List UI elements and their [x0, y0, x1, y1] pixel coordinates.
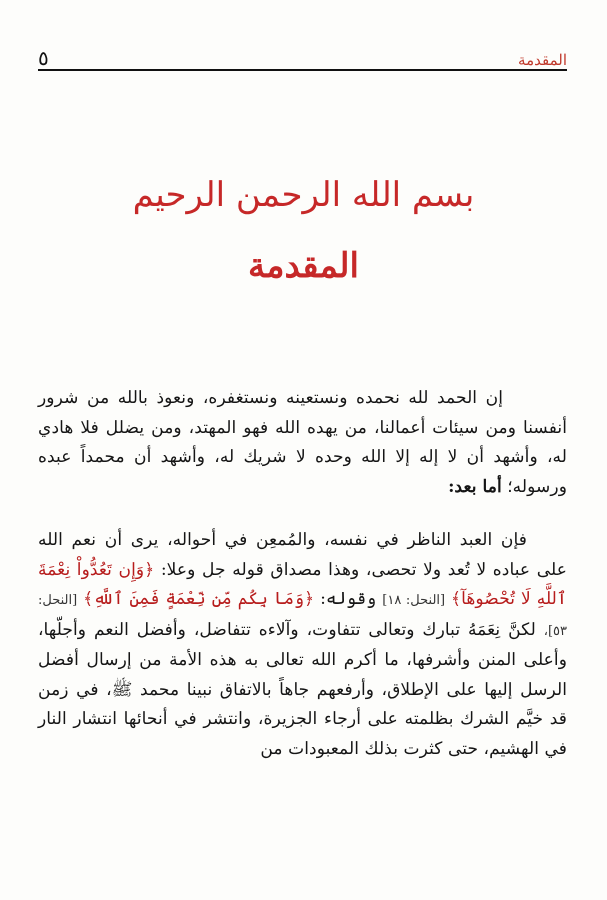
paragraph-2-part-2: وقوله: [320, 589, 377, 609]
verse-reference-2: [النحل: ٥٣]، [38, 593, 568, 639]
chapter-title: المقدمة [248, 245, 359, 286]
amma-baad: أما بعد: [448, 476, 502, 497]
paragraph-2-part-1: فإن العبد الناظر في نفسه، والمُمعِن في أحواله، يرى أن نعم الله على عباده لا تُعد ولا تحصى، وهذا مصداق قوله جل وعلا: [38, 530, 567, 580]
paragraph-2 [38, 526, 567, 764]
paragraph-1-text: إن الحمد لله نحمده ونستعينه ونستغفره، ونعوذ بالله من شرور أنفسنا ومن سيئات أعمالنا، من يهده الله فهو المهتد، ومن يضلل فلا هادي له، وأشهد أن لا إله إلا الله وحده لا شريك له، وأشهد أن محمداً عبده ورسوله؛ [38, 388, 567, 497]
body-text [38, 384, 567, 764]
title-block [0, 175, 607, 287]
verse-reference-1: [النحل: ١٨] [382, 593, 446, 608]
page-header [38, 38, 567, 68]
header-rule [38, 69, 567, 71]
paragraph-2-part-3: لكنَّ نِعَمَهُ تبارك وتعالى تتفاوت، وآلاءه تتفاضل، وأفضل النعم وأجلّها، وأعلى المنن وأشرفها، ما أكرم الله تعالى به هذه الأمة من إرسال أفضل الرسل إليها على الإطلاق، وأرفعهم جاهاً بالاتفاق نبينا محمد ﷺ، في زمن قد خيَّم الشرك بظلمته على أرجاء الجزيرة، وانتشر في أنحائها انتشار النار في الهشيم، حتى كثرت بذلك المعبودات من [38, 619, 567, 759]
quran-verse-2: ﴿وَمَا بِكُم مِّن نِّعْمَةٍ فَمِنَ ٱللَّهِ﴾ [83, 589, 315, 609]
paragraph-1 [38, 384, 567, 502]
basmala: بسم الله الرحمن الرحيم [132, 175, 475, 215]
page-number: ٥ [38, 46, 49, 70]
quran-verse-1: ﴿وَإِن تَعُدُّواْ نِعْمَةَ ٱللَّهِ لَا تُحْصُوهَآ﴾ [38, 559, 567, 609]
running-title: المقدمة [518, 51, 567, 69]
